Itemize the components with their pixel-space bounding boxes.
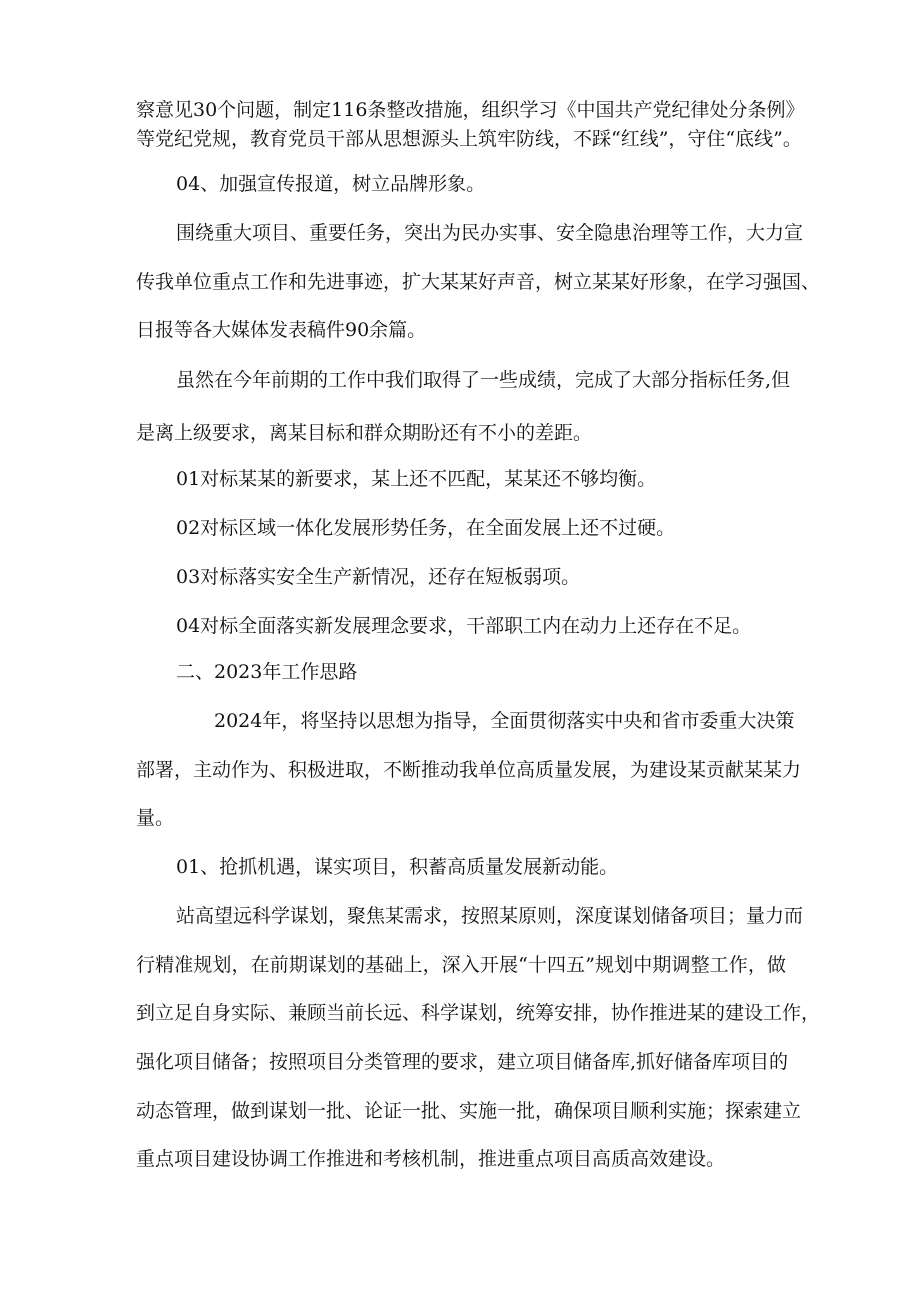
text-line: 量。 — [136, 807, 175, 829]
section-heading: 04、加强宣传报道，树立品牌形象。 — [176, 173, 486, 195]
text-line: 日报等各大媒体发表稿件90余篇。 — [136, 319, 427, 341]
text-line: 等党纪党规，教育党员干部从思想源头上筑牢防线，不踩“红线”，守住“底线”。 — [136, 128, 802, 150]
text-line: 是离上级要求，离某目标和群众期盼还有不小的差距。 — [136, 422, 593, 444]
text-line: 围绕重大项目、重要任务，突出为民办实事、安全隐患治理等工作，大力宣 — [176, 222, 804, 244]
text-line: 虽然在今年前期的工作中我们取得了一些成绩，完成了大部分指标任务,但 — [176, 369, 791, 391]
text-line: 行精准规划，在前期谋划的基础上，深入开展“十四五”规划中期调整工作，做 — [136, 954, 786, 976]
text-line: 2024年，将坚持以思想为指导，全面贯彻落实中央和省市委重大决策 — [214, 710, 795, 732]
text-line: 站高望远科学谋划，聚焦某需求，按照某原则，深度谋划储备项目；量力而 — [176, 905, 804, 927]
list-item: 04对标全面落实新发展理念要求，干部职工内在动力上还存在不足。 — [176, 615, 752, 637]
text-line: 动态管理，做到谋划一批、论证一批、实施一批，确保项目顺利实施；探索建立 — [136, 1100, 802, 1122]
text-line: 察意见30个问题，制定116条整改措施，组织学习《中国共产党纪律处分条例》 — [136, 99, 805, 121]
list-item: 03对标落实安全生产新情况，还存在短板弱项。 — [176, 566, 581, 588]
section-heading: 二、2023年工作思路 — [176, 661, 358, 683]
text-line: 重点项目建设协调工作推进和考核机制，推进重点项目高质高效建设。 — [136, 1148, 726, 1170]
text-line: 到立足自身实际、兼顾当前长远、科学谋划，统筹安排，协作推进某的建设工作， — [136, 1002, 821, 1024]
text-line: 强化项目储备；按照项目分类管理的要求，建立项目储备库,抓好储备库项目的 — [136, 1051, 789, 1073]
text-line: 传我单位重点工作和先进事迹，扩大某某好声音，树立某某好形象，在学习强国、 — [136, 271, 821, 293]
text-line: 部署，主动作为、积极进取，不断推动我单位高质量发展，为建设某贡献某某力 — [136, 759, 802, 781]
section-heading: 01、抢抓机遇，谋实项目，积蓄高质量发展新动能。 — [176, 856, 619, 878]
list-item: 02对标区域一体化发展形势任务，在全面发展上还不过硬。 — [176, 517, 676, 539]
list-item: 01对标某某的新要求，某上还不匹配，某某还不够均衡。 — [176, 468, 657, 490]
